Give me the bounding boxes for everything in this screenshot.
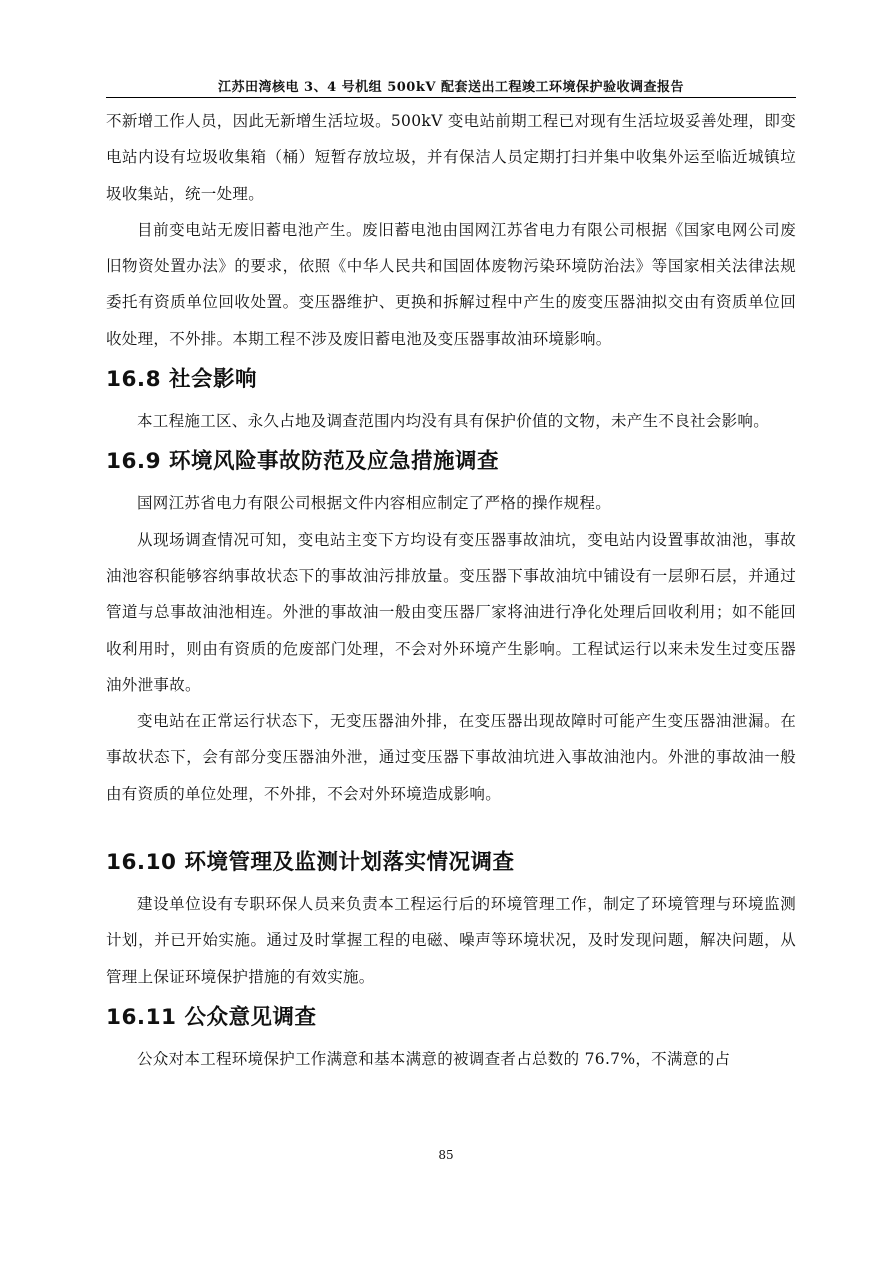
paragraph-risk-rules: 国网江苏省电力有限公司根据文件内容相应制定了严格的操作规程。 — [137, 494, 612, 513]
header-divider — [106, 97, 796, 98]
section-heading-16-11: 16.11 公众意见调查 — [106, 1004, 317, 1030]
paragraph-battery: 目前变电站无废旧蓄电池产生。废旧蓄电池由国网江苏省电力有限公司根据《国家电网公司废旧物资处置办法》的要求，依照《中华人民共和国固体废物污染环境防治法》等国家相关法律法规委托有资质单位回收处置。变压器维护、更换和拆解过程中产生的废变压器油拟交由有资质单位回收处理，不外排。本期工程不涉及废旧蓄电池及变压器事故油环境影响。 — [106, 220, 796, 348]
running-header: 江苏田湾核电 3、4 号机组 500kV 配套送出工程竣工环境保护验收调查报告 — [218, 80, 684, 95]
paragraph-public-opinion: 公众对本工程环境保护工作满意和基本满意的被调查者占总数的 76.7%，不满意的占 — [137, 1049, 731, 1068]
section-heading-16-9: 16.9 环境风险事故防范及应急措施调查 — [106, 449, 500, 475]
paragraph-social-impact: 本工程施工区、永久占地及调查范围内均没有具有保护价值的文物，未产生不良社会影响。 — [137, 412, 770, 431]
paragraph-garbage: 不新增工作人员，因此无新增生活垃圾。500kV 变电站前期工程已对现有生活垃圾妥善处理，即变电站内设有垃圾收集箱（桶）短暂存放垃圾，并有保洁人员定期打扫并集中收集外运至临近城镇垃圾收集站，统一处理。 — [106, 112, 796, 203]
paragraph-risk-operation: 变电站在正常运行状态下，无变压器油外排，在变压器出现故障时可能产生变压器油泄漏。在事故状态下，会有部分变压器油外泄，通过变压器下事故油坑进入事故油池内。外泄的事故油一般由有资质的单位处理，不外排，不会对外环境造成影响。 — [106, 712, 796, 803]
paragraph-management: 建设单位设有专职环保人员来负责本工程运行后的环境管理工作，制定了环境管理与环境监测计划，并已开始实施。通过及时掌握工程的电磁、噪声等环境状况，及时发现问题，解决问题，从管理上保证环境保护措施的有效实施。 — [106, 895, 796, 986]
section-heading-16-10: 16.10 环境管理及监测计划落实情况调查 — [106, 850, 515, 876]
page-body — [106, 103, 796, 1077]
section-heading-16-8: 16.8 社会影响 — [106, 367, 258, 393]
page-number: 85 — [438, 1148, 454, 1162]
paragraph-risk-survey: 从现场调查情况可知，变电站主变下方均设有变压器事故油坑，变电站内设置事故油池，事故油池容积能够容纳事故状态下的事故油污排放量。变压器下事故油坑中铺设有一层卵石层，并通过管道与总事故油池相连。外泄的事故油一般由变压器厂家将油进行净化处理后回收利用；如不能回收利用时，则由有资质的危废部门处理，不会对外环境产生影响。工程试运行以来未发生过变压器油外泄事故。 — [106, 530, 796, 694]
section-spacer — [106, 812, 796, 840]
